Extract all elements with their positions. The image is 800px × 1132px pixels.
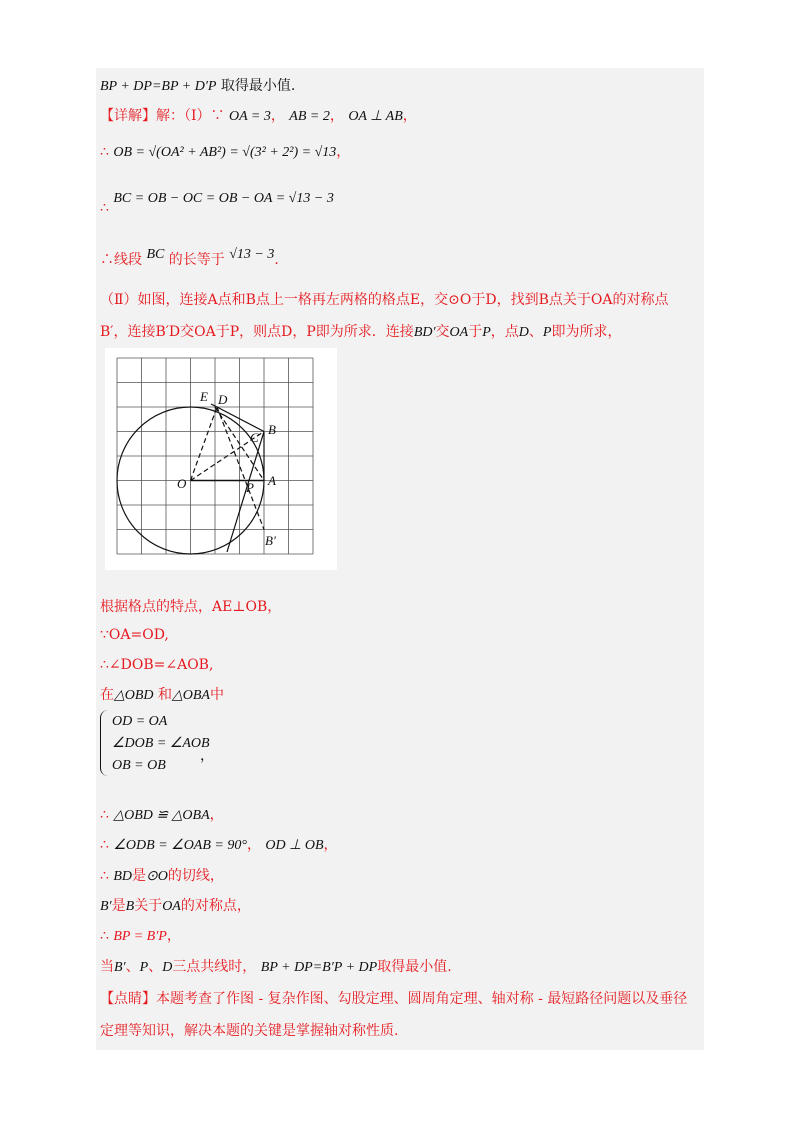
formula: P — [542, 325, 552, 340]
text: 本题考查了作图 - 复杂作图、勾股定理、圆周角定理、轴对称 - 最短路径问题以及垂径 — [156, 991, 688, 1007]
text-line — [100, 142, 350, 163]
formula: OA — [449, 325, 469, 340]
therefore-symbol: ∴ — [100, 200, 109, 216]
label-e: E — [200, 389, 208, 404]
formula: B — [125, 899, 135, 914]
text: 和 — [158, 687, 172, 703]
comment-tag: 【点睛】 — [100, 991, 156, 1007]
text: 三点共线时， — [172, 959, 257, 975]
text-line — [100, 957, 452, 978]
grid — [117, 358, 313, 554]
text: 在 — [100, 687, 114, 703]
text-line — [100, 597, 281, 617]
punct: ， — [200, 748, 214, 764]
text: 的对称点， — [180, 898, 251, 914]
formula: OA — [162, 899, 181, 914]
formula: √13 − 3 — [229, 247, 275, 262]
label-b-prime: B′ — [265, 533, 276, 548]
formula: ⊙O — [146, 869, 168, 884]
formula: OA = 3 — [228, 109, 271, 124]
punct: ， — [329, 108, 344, 124]
system-row: ∠DOB = ∠AOB — [112, 736, 210, 751]
punct: ， — [402, 108, 417, 124]
label-d: D — [218, 392, 228, 407]
text-line — [100, 926, 181, 947]
text: 即为所求， — [551, 324, 622, 340]
text: 当 — [100, 959, 114, 975]
text: 根据格点的特点，AE⊥OB， — [100, 599, 282, 615]
text-line — [100, 244, 279, 268]
label-b: B — [268, 422, 276, 437]
text: 中 — [209, 687, 224, 703]
formula: OD ⊥ OB — [265, 838, 324, 853]
punct: ， — [166, 928, 181, 944]
segment-db — [217, 407, 264, 432]
formula: △OBA — [172, 688, 210, 703]
label-o: O — [177, 476, 187, 491]
text: 取得最小值. — [220, 78, 296, 94]
formula: BP + DP=BP + D′P — [100, 79, 217, 94]
punct: ， — [209, 807, 224, 823]
formula: B′ — [114, 960, 126, 975]
formula: BD′ — [413, 325, 436, 340]
formula: BC — [146, 247, 165, 262]
formula: P — [139, 960, 149, 975]
text-line — [100, 106, 417, 127]
formula: OB = √(OA² + AB²) = √(3² + 2²) = √13 — [113, 145, 337, 160]
text: 、 — [125, 959, 140, 975]
text: ∴∠DOB=∠AOB, — [100, 657, 214, 673]
text: 于 — [468, 324, 483, 340]
segment-od — [191, 407, 218, 481]
text: 的长等于 — [168, 252, 225, 268]
formula: △OBD ≌ △OBA — [113, 808, 210, 823]
text-line — [100, 805, 224, 826]
punct: ， — [336, 144, 351, 160]
formula: D — [518, 325, 529, 340]
text: 的切线， — [167, 868, 224, 884]
formula: BP = B′P — [113, 929, 167, 944]
text-line — [100, 290, 668, 310]
formula: D — [162, 960, 173, 975]
text-line — [100, 835, 338, 856]
label-c: C — [250, 430, 259, 445]
therefore-symbol: ∴ — [100, 868, 109, 884]
formula: △OBD — [114, 688, 154, 703]
therefore-symbol: ∴ — [100, 252, 114, 268]
text-line — [100, 896, 251, 917]
text: 交 — [435, 324, 450, 340]
formula: B′ — [100, 899, 112, 914]
therefore-symbol: ∴ — [100, 144, 109, 160]
label-p: P — [246, 480, 254, 495]
text-line — [100, 866, 224, 887]
text-line — [100, 625, 169, 645]
text: 取得最小值. — [377, 959, 452, 975]
text: 、 — [148, 959, 163, 975]
formula: BC = OB − OC = OB − OA = √13 − 3 — [113, 191, 334, 206]
formula: ∠ODB = ∠OAB = 90° — [113, 838, 247, 853]
therefore-symbol: ∴ — [100, 928, 109, 944]
text-line — [100, 1021, 398, 1041]
formula: P — [482, 325, 491, 340]
therefore-symbol: ∴ — [100, 807, 109, 823]
text: ∵OA=OD, — [100, 627, 169, 643]
text-line — [100, 188, 334, 216]
text: 线段 — [114, 252, 142, 268]
text: 是 — [132, 868, 147, 884]
system-row: OD = OA — [112, 714, 168, 729]
system-row: OB = OB — [112, 758, 166, 773]
text: ，点 — [490, 324, 519, 340]
text-line — [100, 989, 687, 1009]
text: 关于 — [134, 898, 163, 914]
text: （Ⅱ）如图，连接A点和B点上一格再左两格的格点E，交⊙O于D，找到B点关于OA的对称点 — [100, 292, 669, 308]
text: 解：（Ⅰ）∵ — [156, 108, 225, 124]
punct: ， — [270, 108, 285, 124]
text: 定理等知识，解决本题的关键是掌握轴对称性质. — [100, 1023, 399, 1039]
punct: . — [274, 252, 279, 268]
figure-svg — [105, 348, 337, 570]
geometry-figure — [105, 348, 337, 570]
therefore-symbol: ∴ — [100, 837, 109, 853]
text-line — [100, 655, 213, 675]
formula: OA ⊥ AB — [348, 109, 403, 124]
punct: ， — [246, 837, 261, 853]
system-brace — [100, 710, 111, 776]
text-line — [100, 76, 295, 97]
text: B′，连接B′D交OA于P，则点D，P即为所求．连接 — [100, 324, 414, 340]
punct: ， — [323, 837, 338, 853]
text: 是 — [111, 898, 126, 914]
formula: BP + DP=B′P + DP — [260, 960, 378, 975]
formula: BD — [113, 869, 133, 884]
label-a: A — [268, 473, 276, 488]
text-line — [100, 685, 224, 706]
text: 、 — [528, 324, 543, 340]
formula: AB = 2 — [289, 109, 330, 124]
text-line — [100, 322, 621, 343]
detail-tag: 【详解】 — [100, 108, 156, 124]
